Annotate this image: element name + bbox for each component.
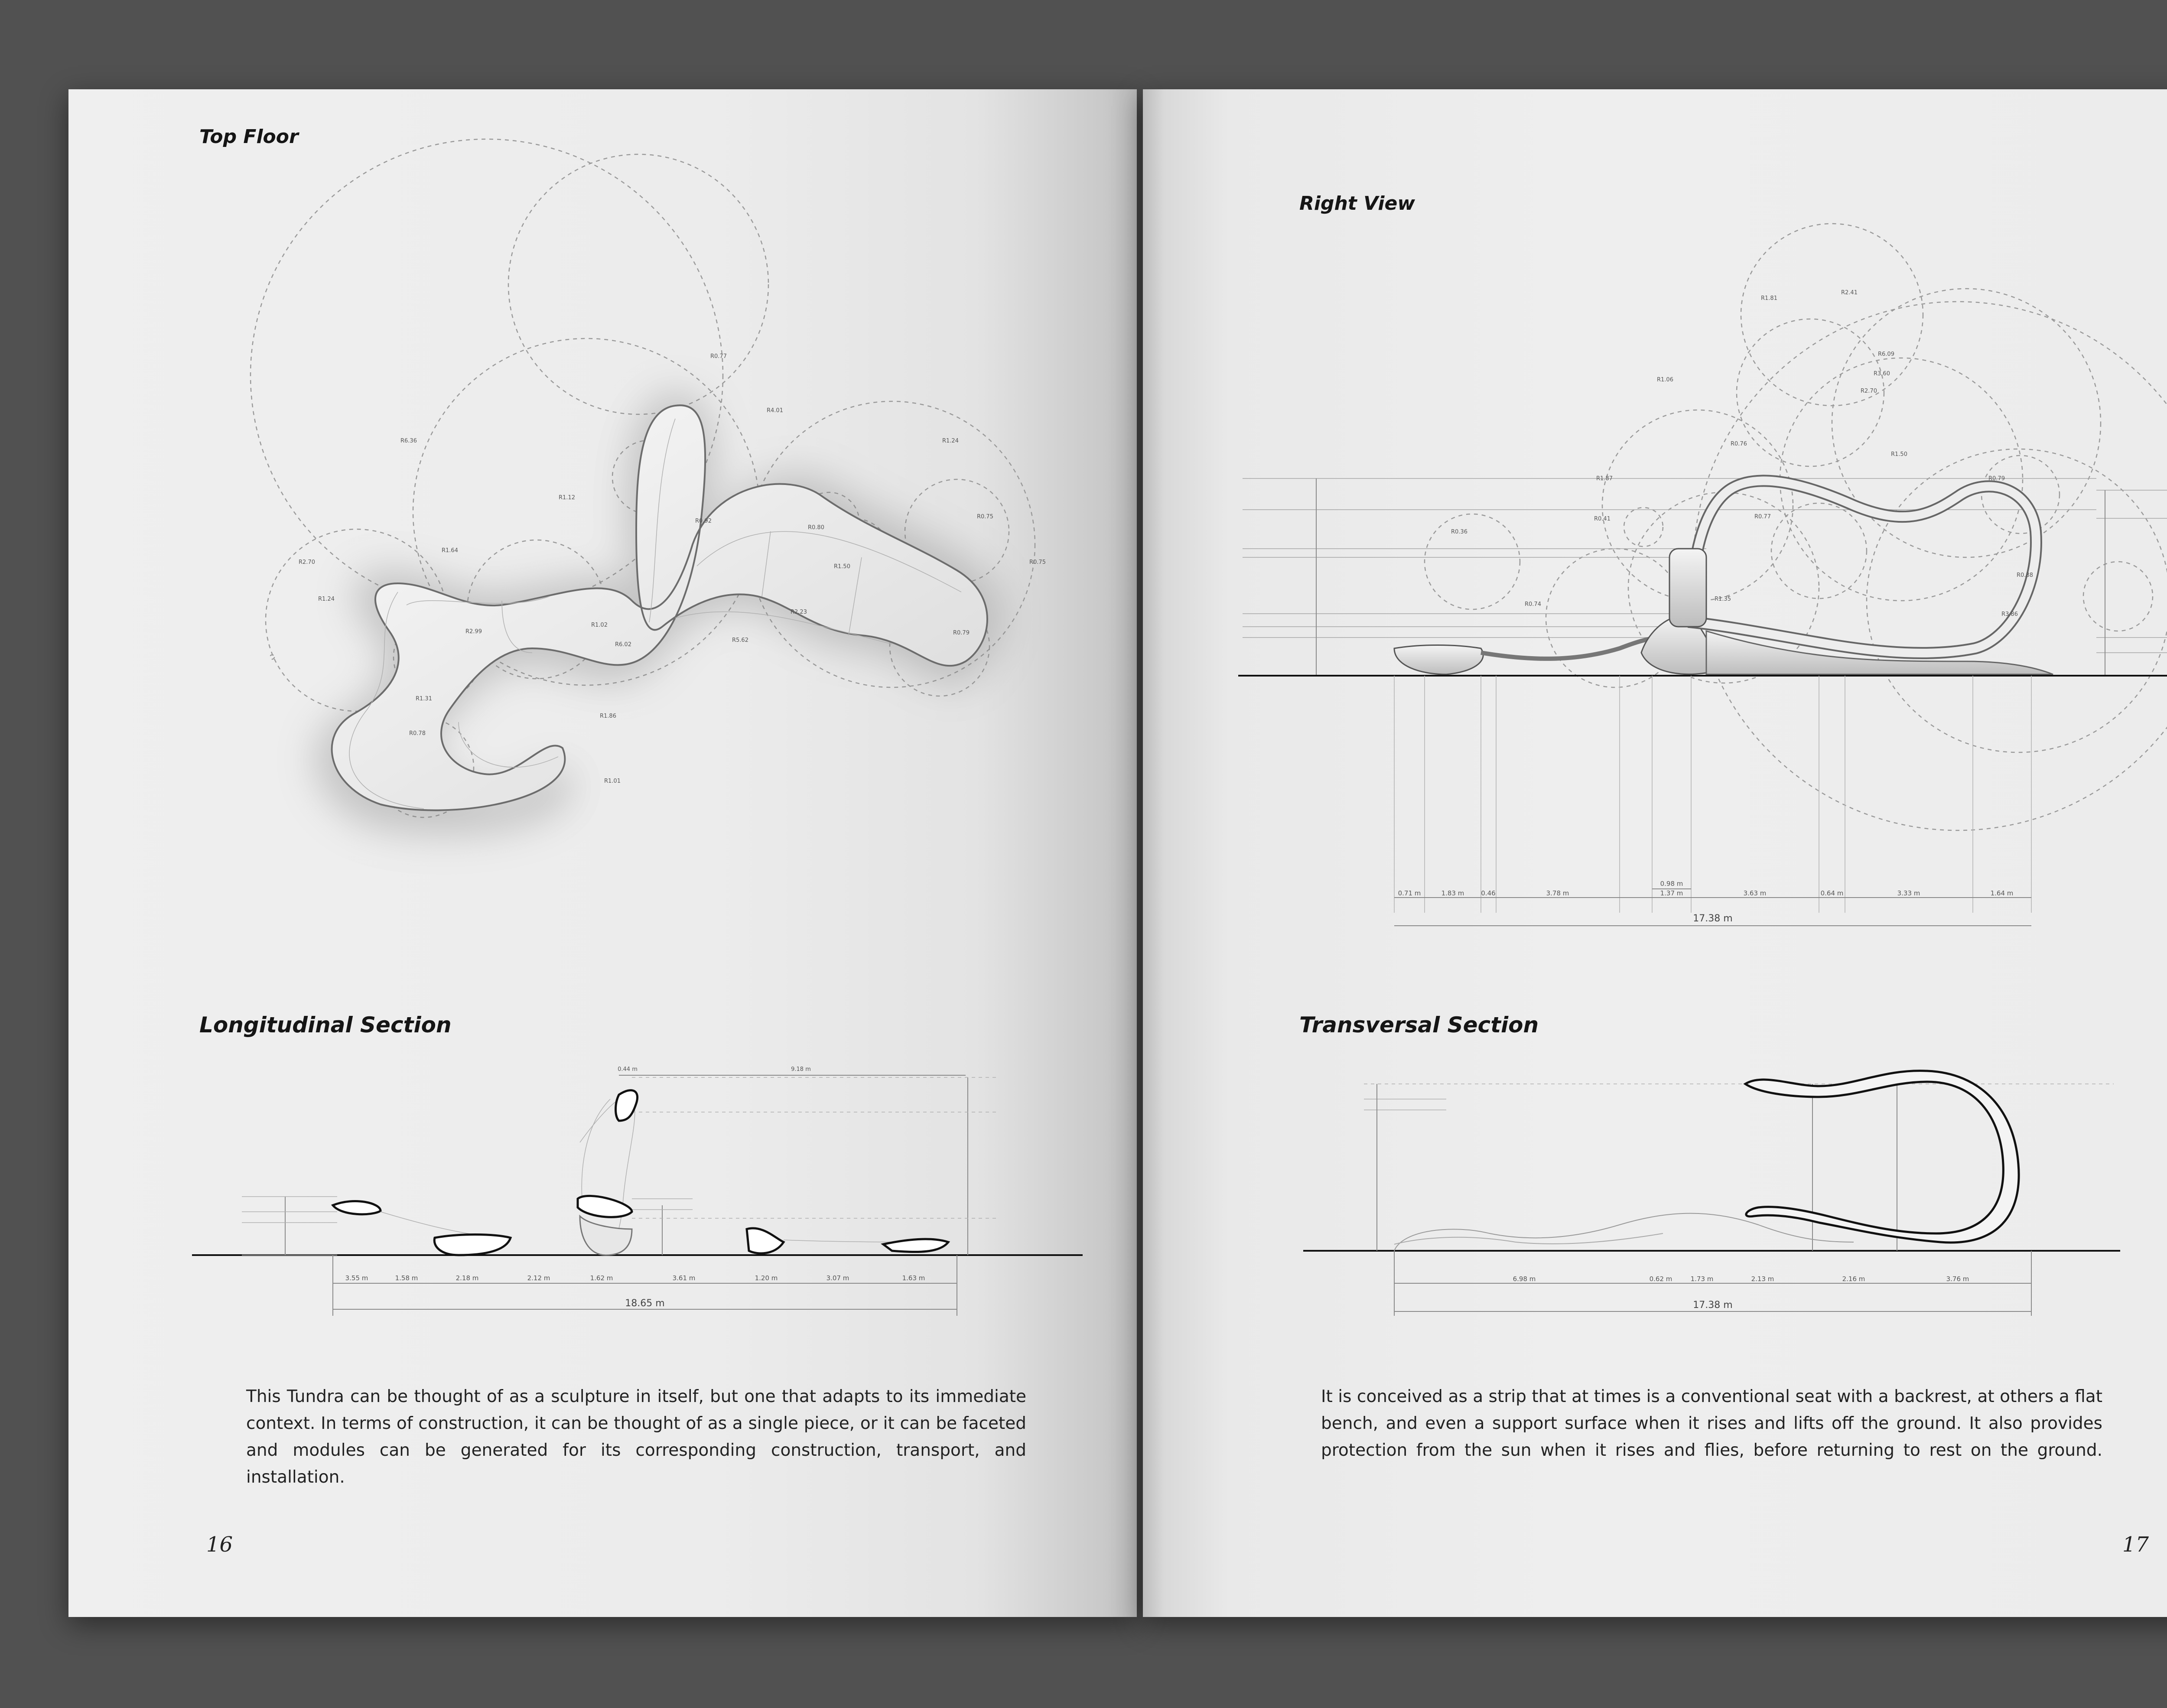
segment-label: 3.61 m	[672, 1274, 696, 1282]
radius-label: R3.60	[1874, 371, 1890, 377]
radius-label: R5.62	[732, 637, 748, 644]
dimension-label: 0.44 m	[618, 1066, 638, 1073]
longitudinal-section-drawing	[192, 1075, 1083, 1316]
segment-label: 3.55 m	[345, 1274, 368, 1282]
segment-label: 1.62 m	[590, 1274, 613, 1282]
segment-label: 1.20 m	[755, 1274, 778, 1282]
radius-label: R0.77	[710, 353, 727, 360]
segment-label: 1.37 m	[1660, 889, 1683, 897]
radius-label: R2.70	[299, 559, 315, 566]
segment-label: 0.46	[1481, 889, 1496, 897]
radius-label: R0.79	[953, 630, 970, 636]
right-view-heading: Right View	[1299, 192, 1415, 215]
transversal-dimension-chain	[1513, 1275, 1969, 1283]
radius-label: R1.35	[1715, 596, 1731, 602]
top-floor-heading: Top Floor	[199, 126, 299, 148]
radius-label: R1.24	[318, 596, 335, 602]
radius-label: R1.87	[1596, 475, 1613, 482]
guide-circle	[270, 655, 274, 659]
segment-label: 1.64 m	[1990, 889, 2014, 897]
segment-label: 3.78 m	[1546, 889, 1569, 897]
radius-label: R0.80	[808, 524, 824, 531]
page-number-right: 17	[2122, 1532, 2149, 1557]
right-page	[1143, 89, 2167, 1617]
radius-label: R0.75	[1029, 559, 1046, 566]
inner-dim-label: 0.98 m	[1660, 880, 1683, 888]
segment-label: 3.76 m	[1946, 1275, 1969, 1283]
segment-label: 6.98 m	[1513, 1275, 1536, 1283]
radius-label: R2.70	[1861, 388, 1877, 394]
segment-label: 1.58 m	[395, 1274, 418, 1282]
segment-label: 1.83 m	[1441, 889, 1464, 897]
right-view-dimension-chain	[1398, 889, 2014, 897]
radius-label: R2.99	[465, 628, 482, 635]
radius-label: R1.24	[942, 438, 959, 444]
radius-label: R1.06	[1657, 377, 1673, 383]
radius-label: R6.02	[615, 641, 631, 648]
radius-label: R0.77	[1754, 514, 1771, 520]
radius-label: R0.36	[1451, 529, 1467, 535]
radius-label: R0.78	[409, 730, 426, 737]
radius-label: R1.50	[1891, 451, 1907, 458]
radius-label: R0.41	[1594, 516, 1611, 522]
segment-label: 0.62 m	[1649, 1275, 1672, 1283]
right-description: It is conceived as a strip that at times is a conventional seat with a backrest, at others a flat bench, and even a support surface when it rises and lifts off the ground. It also provides protection from the sun when it rises and flies, before returning to rest on the ground.	[1321, 1387, 2102, 1460]
longitudinal-section-heading: Longitudinal Section	[199, 1012, 452, 1038]
radius-label: R0.75	[977, 514, 993, 520]
radius-label: R1.86	[600, 713, 616, 719]
transversal-total-label: 17.38 m	[1693, 1300, 1733, 1311]
radius-label: R1.81	[1761, 295, 1777, 302]
segment-label: 3.33 m	[1897, 889, 1920, 897]
radius-label: R6.09	[1878, 351, 1894, 358]
radius-label: R1.02	[591, 622, 608, 628]
longitudinal-top-labels	[618, 1066, 811, 1073]
segment-label: 1.63 m	[902, 1274, 925, 1282]
segment-label: 1.73 m	[1690, 1275, 1714, 1283]
radius-label: R1.01	[604, 778, 621, 784]
dimension-label: 9.18 m	[791, 1066, 811, 1073]
radius-label: R1.50	[834, 563, 850, 570]
page-number-left: 16	[206, 1532, 233, 1557]
segment-label: 0.64 m	[1820, 889, 1844, 897]
radius-label: R3.86	[2001, 611, 2018, 618]
segment-label: 2.18 m	[456, 1274, 479, 1282]
radius-label: R0.74	[1525, 601, 1541, 608]
segment-label: 2.16 m	[1842, 1275, 1865, 1283]
radius-label: R4.01	[767, 407, 783, 414]
radius-label: R0.79	[1988, 475, 2005, 482]
radius-label: R6.36	[400, 438, 417, 444]
radius-label: R1.31	[416, 696, 432, 702]
longitudinal-total-label: 18.65 m	[625, 1298, 665, 1309]
radius-label: R2.23	[791, 609, 807, 615]
segment-label: 3.07 m	[826, 1274, 849, 1282]
segment-label: 2.13 m	[1751, 1275, 1774, 1283]
ribbon-plan	[332, 405, 987, 810]
radius-label: R2.41	[1841, 290, 1858, 296]
radius-label: R0.76	[1731, 441, 1747, 447]
segment-label: 0.71 m	[1398, 889, 1421, 897]
radius-label: R1.64	[442, 547, 458, 554]
left-page	[68, 89, 1137, 1617]
radius-labels	[1451, 290, 2033, 618]
longitudinal-dimension-chain	[345, 1274, 925, 1282]
projection-lines	[1394, 676, 2031, 913]
radius-label: R1.12	[559, 495, 575, 501]
radius-label: R0.92	[695, 518, 712, 524]
right-view-total-label: 17.38 m	[1693, 913, 1733, 924]
left-description: This Tundra can be thought of as a sculpture in itself, but one that adapts to its immediate context. In terms of construction, it can be thought of as a single piece, or it can be faceted and modules can be generated for its corresponding construction, transport, and installation.	[246, 1387, 1026, 1487]
transversal-section-heading: Transversal Section	[1299, 1012, 1539, 1038]
segment-label: 3.63 m	[1743, 889, 1767, 897]
radius-label: R0.88	[2017, 572, 2033, 579]
segment-label: 2.12 m	[527, 1274, 550, 1282]
guide-circle	[508, 154, 768, 414]
